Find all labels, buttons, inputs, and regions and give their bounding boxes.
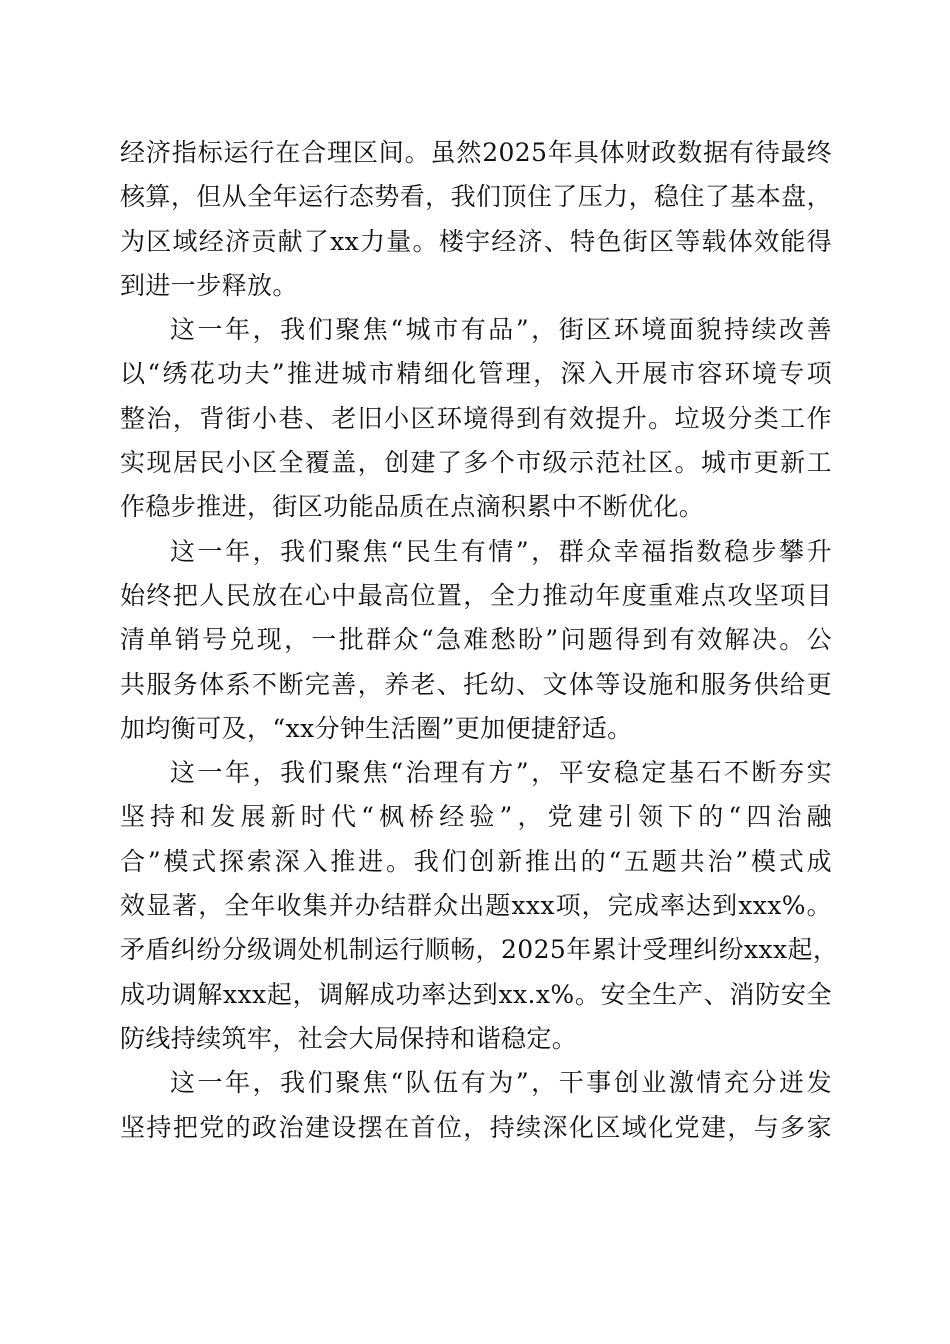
text-line-22: 这一年，我们聚焦“队伍有为”，干事创业激情充分迸发 [170, 1068, 832, 1098]
text-line-2: 核算，但从全年运行态势看，我们顶住了压力，稳住了基本盘， [120, 182, 832, 212]
text-line-4: 到进一步释放。 [120, 270, 298, 300]
text-line-13: 共服务体系不断完善，养老、托幼、文体等设施和服务供给更 [120, 669, 832, 699]
text-line-16: 坚持和发展新时代“枫桥经验”，党建引领下的“四治融 [120, 802, 832, 832]
document-body [120, 131, 839, 1150]
text-line-8: 实现居民小区全覆盖，创建了多个市级示范社区。城市更新工 [120, 448, 832, 478]
text-line-14: 加均衡可及，“xx分钟生活圈”更加便捷舒适。 [120, 713, 633, 743]
text-line-9: 作稳步推进，街区功能品质在点滴积累中不断优化。 [120, 492, 705, 522]
text-line-1: 经济指标运行在合理区间。虽然2025年具体财政数据有待最终 [120, 138, 832, 167]
text-line-23: 坚持把党的政治建设摆在首位，持续深化区域化党建，与多家 [120, 1112, 832, 1142]
text-line-7: 整治，背街小巷、老旧小区环境得到有效提升。垃圾分类工作 [120, 403, 832, 433]
text-line-6: 以“绣花功夫”推进城市精细化管理，深入开展市容环境专项 [120, 359, 832, 389]
text-line-3: 为区域经济贡献了xx力量。楼宇经济、特色街区等载体效能得 [120, 226, 832, 256]
text-line-18: 效显著，全年收集并办结群众出题xxx项，完成率达到xxx%。 [120, 891, 832, 921]
text-line-21: 防线持续筑牢，社会大局保持和谐稳定。 [120, 1023, 578, 1053]
text-line-12: 清单销号兑现，一批群众“急难愁盼”问题得到有效解决。公 [120, 625, 832, 655]
text-line-5: 这一年，我们聚焦“城市有品”，街区环境面貌持续改善 [170, 315, 832, 345]
text-line-19: 矛盾纠纷分级调处机制运行顺畅，2025年累计受理纠纷xxx起， [120, 935, 839, 965]
text-line-15: 这一年，我们聚焦“治理有方”，平安稳定基石不断夯实 [170, 758, 832, 788]
text-line-17: 合”模式探索深入推进。我们创新推出的“五题共治”模式成 [120, 846, 832, 876]
text-line-20: 成功调解xxx起，调解成功率达到xx.x%。安全生产、消防安全 [120, 979, 832, 1009]
text-line-11: 始终把人民放在心中最高位置，全力推动年度重难点攻坚项目 [120, 580, 832, 610]
text-line-10: 这一年，我们聚焦“民生有情”，群众幸福指数稳步攀升 [170, 536, 832, 566]
